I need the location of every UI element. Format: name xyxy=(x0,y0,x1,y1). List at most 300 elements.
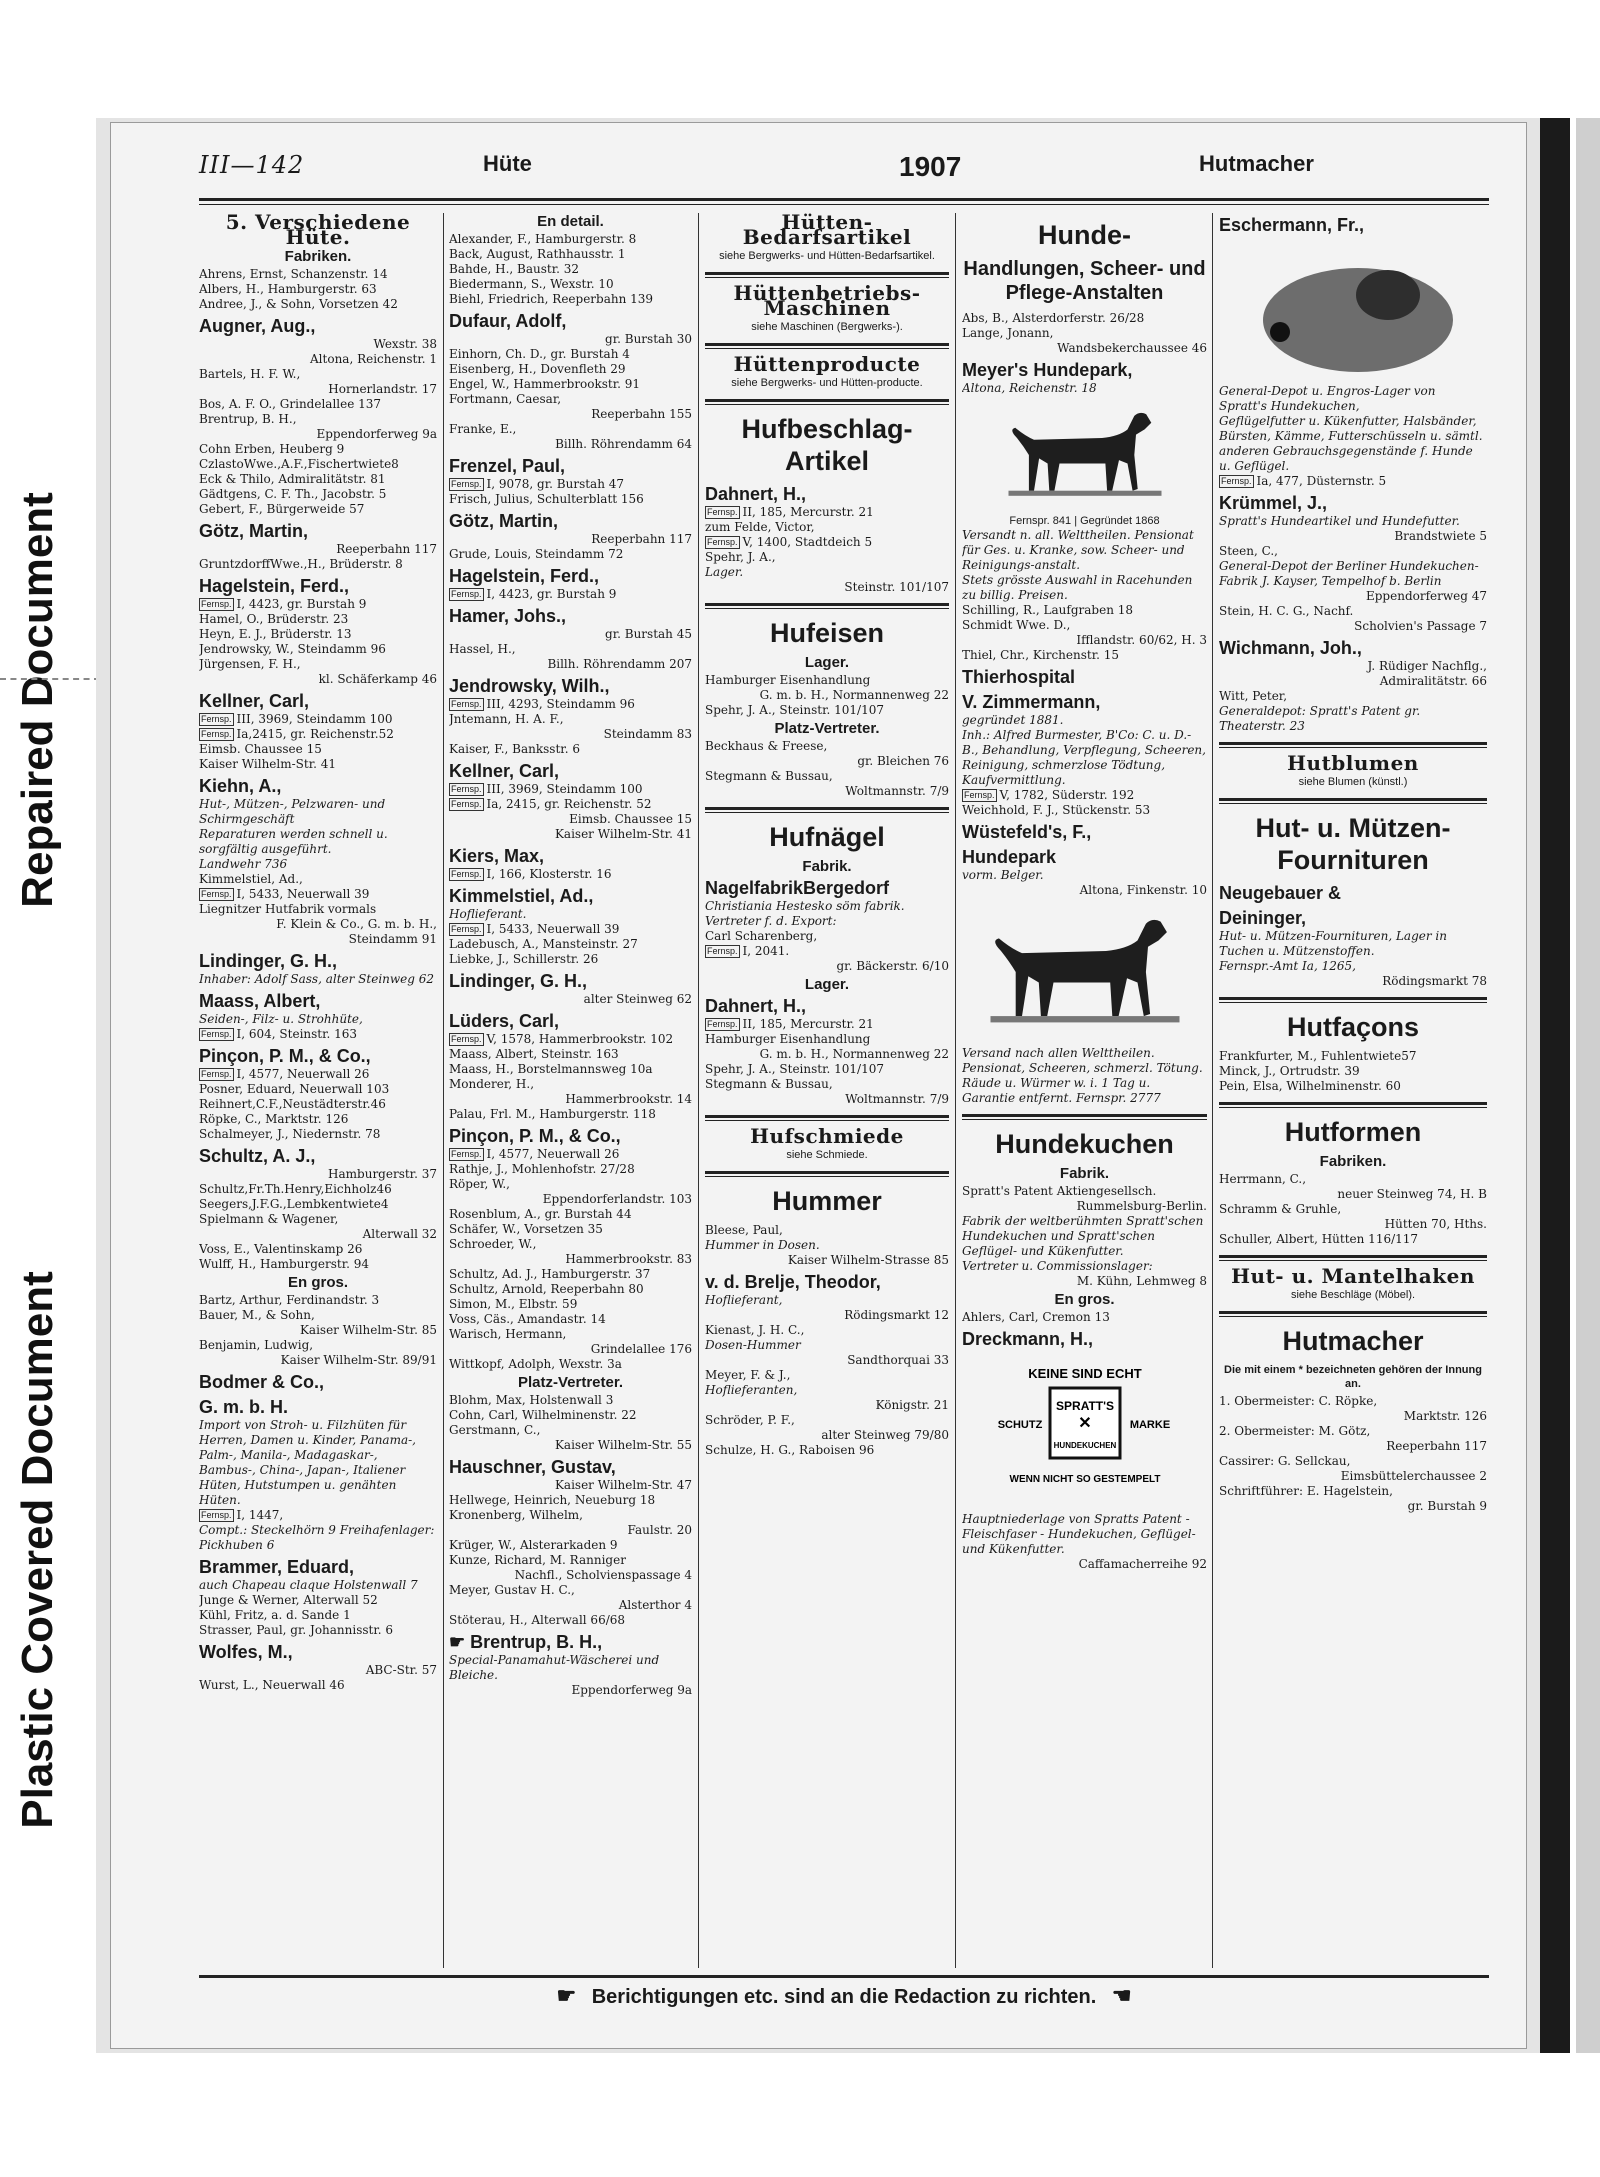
phone-tag-icon: Fernsp. xyxy=(201,889,232,899)
company-name: Brammer, Eduard, xyxy=(199,1557,355,1577)
advert-text: Special-Panamahut-Wäscherei und Bleiche. xyxy=(449,1653,660,1682)
stamp-wrapper xyxy=(962,1356,1207,1506)
phone-entry xyxy=(449,867,692,882)
directory-entry: Maass, Albert, Steinstr. 163 xyxy=(449,1047,619,1061)
company-name: Thierhospital xyxy=(962,667,1076,687)
company-name: Krümmel, J., xyxy=(1219,493,1328,513)
phone-entry-text: III, 3969, Steindamm 100 xyxy=(236,712,393,726)
stamp-bottom-text: WENN NICHT SO GESTEMPELT xyxy=(1009,1474,1160,1485)
address-line: Wandsbekerchaussee 46 xyxy=(1057,341,1207,355)
directory-entry: Hamburger Eisenhandlung xyxy=(705,1032,871,1046)
book-binding xyxy=(1540,118,1570,2053)
address-line: alter Steinweg 79/80 xyxy=(821,1428,949,1442)
directory-entry: Kienast, J. H. C., xyxy=(705,1323,805,1337)
category-heading: 5. Verschiedene Hüte. xyxy=(225,211,411,249)
directory-entry: Strasser, Paul, gr. Johannisstr. 6 xyxy=(199,1623,394,1637)
category-heading: Hufnägel xyxy=(769,822,885,852)
phone-entry-text: III, 4293, Steindamm 96 xyxy=(486,697,635,711)
directory-entry: Seegers,J.F.G.,Lembkentwiete4 xyxy=(199,1197,389,1211)
section-rule xyxy=(705,1171,949,1174)
directory-entry: Wittkopf, Adolph, Wexstr. 3a xyxy=(449,1357,622,1371)
directory-entry: Eck & Thilo, Admiralitätstr. 81 xyxy=(199,472,386,486)
phone-tag-icon: Fernsp. xyxy=(201,729,232,739)
directory-entry: GruntzdorffWwe.,H., Brüderstr. 8 xyxy=(199,557,403,571)
address-line: Steinstr. 101/107 xyxy=(844,580,949,594)
directory-entry: Bartels, H. F. W., xyxy=(199,367,301,381)
address-line: gr. Burstah 45 xyxy=(605,627,692,641)
company-name: Lindinger, G. H., xyxy=(199,951,338,971)
advert-text: Stets grösste Auswahl in Racehunden zu billig. Preisen. xyxy=(962,573,1193,602)
phone-tag-icon: Fernsp. xyxy=(451,1034,482,1044)
directory-entry: Fortmann, Caesar, xyxy=(449,392,562,406)
directory-entry: Cohn, Carl, Wilhelminenstr. 22 xyxy=(449,1408,637,1422)
directory-entry: Bartz, Arthur, Ferdinandstr. 3 xyxy=(199,1293,380,1307)
phone-entry xyxy=(449,797,692,812)
ground-shading xyxy=(990,1016,1179,1022)
column-1 xyxy=(199,211,437,1971)
company-name: Augner, Aug., xyxy=(199,316,316,336)
company-name: Schultz, A. J., xyxy=(199,1146,316,1166)
directory-entry: Posner, Eduard, Neuerwall 103 xyxy=(199,1082,390,1096)
phone-entry xyxy=(199,1027,437,1042)
phone-entry xyxy=(705,1017,949,1032)
phone-entry xyxy=(199,1508,437,1523)
address-line: Kaiser Wilhelm-Strasse 85 xyxy=(787,1253,949,1267)
directory-entry: Spratt's Patent Aktiengesellsch. xyxy=(962,1184,1157,1198)
dog-head-shape xyxy=(1263,268,1453,372)
directory-entry: Spehr, J. A., Steinstr. 101/107 xyxy=(705,703,884,717)
see-reference: siehe Bergwerks- und Hütten-producte. xyxy=(731,377,923,389)
advert-text: General-Depot der Berliner Hundekuchen-Fabrik J. Kayser, Tempelhof b. Berlin xyxy=(1219,559,1479,588)
directory-entry: Stöterau, H., Alterwall 66/68 xyxy=(449,1613,626,1627)
address-line: J. Rüdiger Nachflg., xyxy=(1367,659,1487,673)
directory-entry: Stein, H. C. G., Nachf. xyxy=(1219,604,1354,618)
address-line: Eppendorferweg 47 xyxy=(1365,589,1487,603)
category-heading: Handlungen, Scheer- und Pflege-Anstalten xyxy=(963,258,1206,304)
directory-entry: Kaiser, F., Banksstr. 6 xyxy=(449,742,580,756)
address-line: Ifflandstr. 60/62, H. 3 xyxy=(1076,633,1207,647)
address-line: Rödingsmarkt 78 xyxy=(1382,974,1487,988)
page-number: III—142 xyxy=(199,151,305,179)
phone-tag-icon: Fernsp. xyxy=(451,924,482,934)
directory-entry: Ahrens, Ernst, Schanzenstr. 14 xyxy=(199,267,388,281)
company-name: V. Zimmermann, xyxy=(962,692,1101,712)
section-rule xyxy=(962,1114,1207,1117)
category-heading: Hut- u. Mantelhaken xyxy=(1231,1264,1475,1288)
advert-text: Versandt n. all. Welttheilen. Pensionat für Ges. u. Kranke, sow. Scheer- und Reinigungs-anstalt. xyxy=(962,528,1194,572)
advert-text: Compt.: Steckelhörn 9 Freihafenlager: Pickhuben 6 xyxy=(199,1523,435,1552)
advert-text: Fernspr.-Amt Ia, 1265, xyxy=(1219,959,1356,973)
phone-tag-icon: Fernsp. xyxy=(201,714,232,724)
subsection-label: En gros. xyxy=(287,1274,348,1291)
stamp-right-text: MARKE xyxy=(1129,1419,1170,1431)
phone-tag-icon: Fernsp. xyxy=(451,589,482,599)
address-line: gr. Bäckerstr. 6/10 xyxy=(836,959,949,973)
header-section-left: Hüte xyxy=(483,151,532,176)
directory-entry: Pein, Elsa, Wilhelminenstr. 60 xyxy=(1219,1079,1401,1093)
address-line: Rödingsmarkt 12 xyxy=(844,1308,949,1322)
directory-entry: Liebke, J., Schillerstr. 26 xyxy=(449,952,599,966)
advert-text: Versand nach allen Welttheilen. Pensionat, Scheeren, schmerzl. Tötung. Räude u. Würmer w. i. 1 Tag u. Garantie entfernt. Fernspr. 2777 xyxy=(962,1046,1203,1105)
address-line: Kaiser Wilhelm-Str. 41 xyxy=(554,827,692,841)
address-line: Kaiser Wilhelm-Str. 55 xyxy=(554,1438,692,1452)
illustration-caption: Fernspr. 841 | Gegründet 1868 xyxy=(1009,515,1160,527)
columns xyxy=(199,211,1489,1971)
phone-entry-text: I, 5433, Neuerwall 39 xyxy=(236,887,370,901)
directory-entry: Biehl, Friedrich, Reeperbahn 139 xyxy=(449,292,654,306)
phone-entry xyxy=(199,712,437,727)
address-line: M. Kühn, Lehmweg 8 xyxy=(1076,1274,1207,1288)
directory-entry: Witt, Peter, xyxy=(1219,689,1288,703)
company-name: v. d. Brelje, Theodor, xyxy=(705,1272,881,1292)
directory-entry: Steen, C., xyxy=(1219,544,1278,558)
company-name: Neugebauer & xyxy=(1219,883,1342,903)
phone-entry xyxy=(705,535,949,550)
pointing-hand-icon: ☚ xyxy=(1111,1983,1132,2008)
category-heading: Hutblumen xyxy=(1287,751,1419,775)
address-line: Nachfl., Scholvienspassage 4 xyxy=(514,1568,692,1582)
directory-entry: Schultz, Arnold, Reeperbahn 80 xyxy=(449,1282,644,1296)
directory-entry: Jntemann, H. A. F., xyxy=(449,712,564,726)
directory-entry: Voss, E., Valentinskamp 26 xyxy=(199,1242,363,1256)
phone-entry-text: V, 1578, Hammerbrookstr. 102 xyxy=(486,1032,674,1046)
category-heading: Hutfaçons xyxy=(1286,1012,1419,1042)
address-line: G. m. b. H., Normannenweg 22 xyxy=(759,688,949,702)
address-line: Altona, Finkenstr. 10 xyxy=(1079,883,1207,897)
directory-entry: Abs, B., Alsterdorferstr. 26/28 xyxy=(962,311,1145,325)
dog-advert-illustration xyxy=(962,400,1207,528)
directory-entry: Röper, W., xyxy=(449,1177,510,1191)
directory-page xyxy=(110,122,1527,2049)
phone-entry-text: I, 1447, xyxy=(236,1508,284,1522)
dog-silhouette xyxy=(995,920,1167,1016)
address-line: Steindamm 91 xyxy=(348,932,437,946)
advert-text: Lager. xyxy=(705,565,744,579)
address-line: Admiralitätstr. 66 xyxy=(1379,674,1487,688)
stamp-brand-text: SPRATT'S xyxy=(1055,1399,1114,1413)
advert-text: Hut-, Mützen-, Pelzwaren- und Schirmgeschäft xyxy=(199,797,386,826)
company-name: Meyer's Hundepark, xyxy=(962,360,1133,380)
advert-text: Dosen-Hummer xyxy=(705,1338,801,1352)
directory-entry: Back, August, Rathhausstr. 1 xyxy=(449,247,626,261)
directory-entry: Jendrowsky, W., Steindamm 96 xyxy=(199,642,386,656)
section-rule-thin xyxy=(705,608,949,609)
phone-tag-icon: Fernsp. xyxy=(707,946,738,956)
address-line: Hamburgerstr. 37 xyxy=(328,1167,437,1181)
header-year: 1907 xyxy=(899,151,962,182)
directory-entry: Albers, H., Hamburgerstr. 63 xyxy=(199,282,377,296)
directory-entry: Blohm, Max, Holstenwall 3 xyxy=(449,1393,614,1407)
pointing-hand-icon: ☛ xyxy=(556,1983,577,2008)
phone-entry-text: Ia, 477, Düsternstr. 5 xyxy=(1256,474,1387,488)
directory-entry: Bauer, M., & Sohn, xyxy=(199,1308,315,1322)
directory-entry: Gebert, F., Bürgerweide 57 xyxy=(199,502,365,516)
directory-entry: Weichhold, F. J., Stückenstr. 53 xyxy=(962,803,1151,817)
address-line: Grindelallee 176 xyxy=(590,1342,692,1356)
address-line: Marktstr. 126 xyxy=(1403,1409,1487,1423)
directory-entry: Rathje, J., Mohlenhofstr. 27/28 xyxy=(449,1162,635,1176)
directory-entry: Ahlers, Carl, Cremon 13 xyxy=(962,1310,1110,1324)
phone-tag-icon: Fernsp. xyxy=(451,699,482,709)
phone-entry-text: I, 2041. xyxy=(742,944,790,958)
advert-text: Spratt's Hundeartikel und Hundefutter. xyxy=(1219,514,1460,528)
directory-entry: Franke, E., xyxy=(449,422,517,436)
section-rule-thin xyxy=(705,1176,949,1177)
address-line: Hammerbrookstr. 14 xyxy=(565,1092,692,1106)
phone-tag-icon: Fernsp. xyxy=(201,1029,232,1039)
section-rule xyxy=(1219,1311,1487,1314)
directory-entry: Hellwege, Heinrich, Neueburg 18 xyxy=(449,1493,656,1507)
address-line: F. Klein & Co., G. m. b. H., xyxy=(276,917,437,931)
subsection-label: Lager. xyxy=(804,654,850,671)
phone-tag-icon: Fernsp. xyxy=(707,507,738,517)
company-name: Lindinger, G. H., xyxy=(449,971,588,991)
phone-entry-text: V, 1782, Süderstr. 192 xyxy=(999,788,1135,802)
directory-entry: Jürgensen, F. H., xyxy=(199,657,301,671)
see-reference: siehe Schmiede. xyxy=(786,1149,868,1161)
margin xyxy=(0,0,100,2177)
subsection-label: Platz-Vertreter. xyxy=(517,1374,624,1391)
company-name: Pinçon, P. M., & Co., xyxy=(199,1046,371,1066)
category-heading: Hundekuchen xyxy=(995,1129,1174,1159)
section-rule xyxy=(705,272,949,275)
directory-entry: 2. Obermeister: M. Götz, xyxy=(1219,1424,1371,1438)
directory-entry: Schriftführer: E. Hagelstein, xyxy=(1219,1484,1393,1498)
directory-entry: Carl Scharenberg, xyxy=(705,929,818,943)
category-heading: Hufschmiede xyxy=(750,1124,904,1148)
address-line: Eppendorferlandstr. 103 xyxy=(542,1192,692,1206)
directory-entry: Reihnert,C.F.,Neustädterstr.46 xyxy=(199,1097,386,1111)
directory-entry: Spehr, J. A., Steinstr. 101/107 xyxy=(705,1062,884,1076)
section-rule xyxy=(705,807,949,810)
dog-silhouette xyxy=(1012,413,1151,491)
column-2 xyxy=(449,211,692,1971)
book-edge xyxy=(1576,118,1600,2053)
directory-entry: Brentrup, B. H., xyxy=(199,412,297,426)
address-line: Kaiser Wilhelm-Str. 89/91 xyxy=(280,1353,437,1367)
company-name: G. m. b. H. xyxy=(199,1397,289,1417)
phone-tag-icon: Fernsp. xyxy=(451,479,482,489)
phone-entry xyxy=(199,597,437,612)
phone-tag-icon: Fernsp. xyxy=(201,1510,232,1520)
page-header xyxy=(199,151,1489,189)
section-rule xyxy=(705,399,949,402)
advert-text: Landwehr 736 xyxy=(199,857,288,871)
directory-entry: Schmidt Wwe. D., xyxy=(962,618,1071,632)
advert-text: Inhaber: Adolf Sass, alter Steinweg 62 xyxy=(199,972,435,986)
address-line: Billh. Röhrendamm 64 xyxy=(555,437,692,451)
directory-entry: Bleese, Paul, xyxy=(705,1223,783,1237)
phone-entry xyxy=(199,1067,437,1082)
section-rule-thin xyxy=(705,1120,949,1121)
directory-entry: Bahde, H., Baustr. 32 xyxy=(449,262,580,276)
advert-text: Hoflieferant, xyxy=(705,1293,783,1307)
phone-entry-text: Ia, 2415, gr. Reichenstr. 52 xyxy=(486,797,652,811)
stamp-top-text: KEINE SIND ECHT xyxy=(1027,1366,1142,1381)
section-rule xyxy=(1219,798,1487,801)
directory-entry: Cassirer: G. Sellckau, xyxy=(1219,1454,1351,1468)
advert-text: Geflügelfutter u. Kükenfutter, Halsbänder, Bürsten, Kämme, Futterschüsseln u. sämtl. anderen Gebrauchsgegenstände f. Hunde u. Geflügel. xyxy=(1219,414,1483,473)
subsection-label: Fabriken. xyxy=(1319,1153,1387,1170)
directory-entry: Voss, Cäs., Amandastr. 14 xyxy=(449,1312,606,1326)
advert-text: Reparaturen werden schnell u. sorgfältig ausgeführt. xyxy=(199,827,388,856)
advert-text: Hauptniederlage von Spratts Patent - Fleischfaser - Hundekuchen, Geflügel- und Kükenfutter. xyxy=(962,1512,1196,1556)
company-name: Hagelstein, Ferd., xyxy=(199,576,350,596)
directory-entry: Meyer, F. & J., xyxy=(705,1368,791,1382)
phone-entry-text: I, 166, Klosterstr. 16 xyxy=(486,867,612,881)
company-name: Wolfes, M., xyxy=(199,1642,293,1662)
advert-text: Seiden-, Filz- u. Strohhüte, xyxy=(199,1012,363,1026)
directory-entry: Alexander, F., Hamburgerstr. 8 xyxy=(449,232,637,246)
company-name: Hagelstein, Ferd., xyxy=(449,566,600,586)
directory-entry: Schulze, H. G., Raboisen 96 xyxy=(705,1443,875,1457)
address-line: Scholvien's Passage 7 xyxy=(1354,619,1487,633)
address-line: neuer Steinweg 74, H. B xyxy=(1337,1187,1487,1201)
phone-tag-icon: Fernsp. xyxy=(201,1069,232,1079)
company-name: Kiehn, A., xyxy=(199,776,282,796)
directory-entry: Eisenberg, H., Dovenfleth 29 xyxy=(449,362,626,376)
header-rule-thin xyxy=(199,204,1489,205)
company-name: Lüders, Carl, xyxy=(449,1011,560,1031)
section-rule xyxy=(1219,1255,1487,1258)
category-heading: Hutformen xyxy=(1284,1117,1422,1147)
address-line: kl. Schäferkamp 46 xyxy=(318,672,437,686)
section-rule-thin xyxy=(962,1119,1207,1120)
phone-tag-icon: Fernsp. xyxy=(1221,476,1252,486)
advert-text: General-Depot u. Engros-Lager von xyxy=(1219,384,1436,398)
column-5 xyxy=(1219,211,1487,1971)
address-line: ABC-Str. 57 xyxy=(365,1663,437,1677)
directory-entry: Gerstmann, C., xyxy=(449,1423,541,1437)
address-line: Eimsbüttelerchaussee 2 xyxy=(1340,1469,1487,1483)
address-line: Kaiser Wilhelm-Str. 47 xyxy=(554,1478,692,1492)
footer-text: Berichtigungen etc. sind an die Redaction zu richten. xyxy=(591,1986,1097,2008)
directory-entry: Schroeder, W., xyxy=(449,1237,537,1251)
directory-entry: Kimmelstiel, Ad., xyxy=(199,872,303,886)
category-heading: Hut- u. Mützen-Fournituren xyxy=(1255,813,1451,875)
company-name: Dahnert, H., xyxy=(705,996,807,1016)
advert-text: Hut- u. Mützen-Fournituren, Lager in Tuchen u. Mützenstoffen. xyxy=(1219,929,1447,958)
directory-entry: Simon, M., Elbstr. 59 xyxy=(449,1297,578,1311)
directory-entry: Lange, Jonann, xyxy=(962,326,1054,340)
phone-tag-icon: Fernsp. xyxy=(451,784,482,794)
directory-entry: Kronenberg, Wilhelm, xyxy=(449,1508,583,1522)
phone-entry xyxy=(199,727,437,742)
directory-entry: Schultz, Ad. J., Hamburgerstr. 37 xyxy=(449,1267,651,1281)
mastiff-dog-illustration xyxy=(980,902,1190,1042)
see-reference: siehe Blumen (künstl.) xyxy=(1298,776,1408,788)
note-text: Die mit einem * bezeichneten gehören der Innung an. xyxy=(1224,1364,1482,1390)
company-name: ☛ Brentrup, B. H., xyxy=(449,1632,603,1652)
directory-entry: Cohn Erben, Heuberg 9 xyxy=(199,442,345,456)
advert-text: Vertreter f. d. Export: xyxy=(705,914,837,928)
company-name: Pinçon, P. M., & Co., xyxy=(449,1126,621,1146)
category-heading: Hutmacher xyxy=(1282,1326,1424,1356)
section-rule xyxy=(705,1115,949,1118)
section-rule-thin xyxy=(1219,1002,1487,1003)
advert-text: Import von Stroh- u. Filzhüten für Herren, Damen u. Kinder, Panama-, Palm-, Manila-, Madagaskar-, Bambus-, China-, Japan-, Italiener Hüten, Hutstumpen u. genähten Hüten. xyxy=(199,1418,416,1507)
column-divider xyxy=(955,213,956,1968)
stamp-product-text: HUNDEKUCHEN xyxy=(1053,1441,1116,1450)
standing-dog-illustration xyxy=(1000,400,1170,510)
address-line: Reeperbahn 117 xyxy=(1386,1439,1487,1453)
section-rule xyxy=(1219,1102,1487,1105)
address-line: Woltmannstr. 7/9 xyxy=(845,1092,949,1106)
company-name: Götz, Martin, xyxy=(199,521,308,541)
address-line: Eppendorferweg 9a xyxy=(571,1683,692,1697)
phone-entry-text: I, 4577, Neuerwall 26 xyxy=(236,1067,370,1081)
company-name: Kellner, Carl, xyxy=(199,691,310,711)
section-rule xyxy=(705,343,949,346)
column-divider xyxy=(698,213,699,1968)
directory-entry: Biedermann, S., Wexstr. 10 xyxy=(449,277,614,291)
phone-entry-text: V, 1400, Stadtdeich 5 xyxy=(742,535,873,549)
phone-entry xyxy=(1219,474,1487,489)
section-rule-thin xyxy=(1219,1260,1487,1261)
directory-entry: Hamburger Eisenhandlung xyxy=(705,673,871,687)
advert-text: auch Chapeau claque Holstenwall 7 xyxy=(199,1578,418,1592)
header-rule xyxy=(199,198,1489,201)
directory-entry: Benjamin, Ludwig, xyxy=(199,1338,314,1352)
directory-entry: Kühl, Fritz, a. d. Sande 1 xyxy=(199,1608,351,1622)
category-heading: Hüttenbetriebs-Maschinen xyxy=(733,281,921,320)
directory-entry: Frisch, Julius, Schulterblatt 156 xyxy=(449,492,644,506)
address-line: Eppendorferweg 9a xyxy=(316,427,437,441)
phone-entry xyxy=(962,788,1207,803)
address-line: Reeperbahn 117 xyxy=(591,532,692,546)
section-rule xyxy=(705,603,949,606)
company-name: Kiers, Max, xyxy=(449,846,545,866)
directory-entry: Gädtgens, C. F. Th., Jacobstr. 5 xyxy=(199,487,387,501)
directory-entry: CzlastoWwe.,A.F.,Fischertwiete8 xyxy=(199,457,399,471)
phone-entry-text: II, 185, Mercurstr. 21 xyxy=(742,505,874,519)
category-heading: Hunde- xyxy=(1038,220,1131,250)
section-rule-thin xyxy=(705,404,949,405)
margin-label-repaired: Repaired Document xyxy=(13,492,62,908)
address-line: Altona, Reichenstr. 1 xyxy=(310,352,437,366)
directory-entry: Ladebusch, A., Mansteinstr. 27 xyxy=(449,937,638,951)
category-heading: Hufeisen xyxy=(769,618,885,648)
subsection-label: Lager. xyxy=(804,976,850,993)
directory-entry: Junge & Werner, Alterwall 52 xyxy=(199,1593,378,1607)
category-heading: Hufbeschlag-Artikel xyxy=(741,414,913,476)
advert-text: Hoflieferant. xyxy=(449,907,527,921)
advert-text: Spratt's Hundekuchen, xyxy=(1219,399,1360,413)
directory-entry: Engel, W., Hammerbrookstr. 91 xyxy=(449,377,641,391)
directory-entry: Kunze, Richard, M. Ranniger xyxy=(449,1553,626,1567)
address-line: Hammerbrookstr. 83 xyxy=(565,1252,692,1266)
subsection-label: Platz-Vertreter. xyxy=(774,720,880,737)
subsection-label: Fabrik. xyxy=(802,858,852,875)
directory-entry: Eimsb. Chaussee 15 xyxy=(199,742,322,756)
phone-entry xyxy=(449,587,692,602)
phone-entry-text: III, 3969, Steindamm 100 xyxy=(486,782,643,796)
section-rule-thin xyxy=(1219,803,1487,804)
address-line: Eimsb. Chaussee 15 xyxy=(569,812,692,826)
phone-entry xyxy=(449,1147,692,1162)
column-divider xyxy=(443,213,444,1968)
stamp-left-text: SCHUTZ xyxy=(997,1419,1042,1431)
margin-label-plastic: Plastic Covered Document xyxy=(13,1271,62,1829)
section-rule-thin xyxy=(705,812,949,813)
spratts-trademark-stamp xyxy=(990,1356,1180,1506)
phone-tag-icon: Fernsp. xyxy=(201,599,232,609)
subsection-label: En detail. xyxy=(537,213,604,230)
address-line: Wexstr. 38 xyxy=(373,337,437,351)
directory-entry: Herrmann, C., xyxy=(1219,1172,1307,1186)
directory-entry: Schuller, Albert, Hütten 116/117 xyxy=(1219,1232,1419,1246)
address-line: gr. Burstah 30 xyxy=(605,332,692,346)
